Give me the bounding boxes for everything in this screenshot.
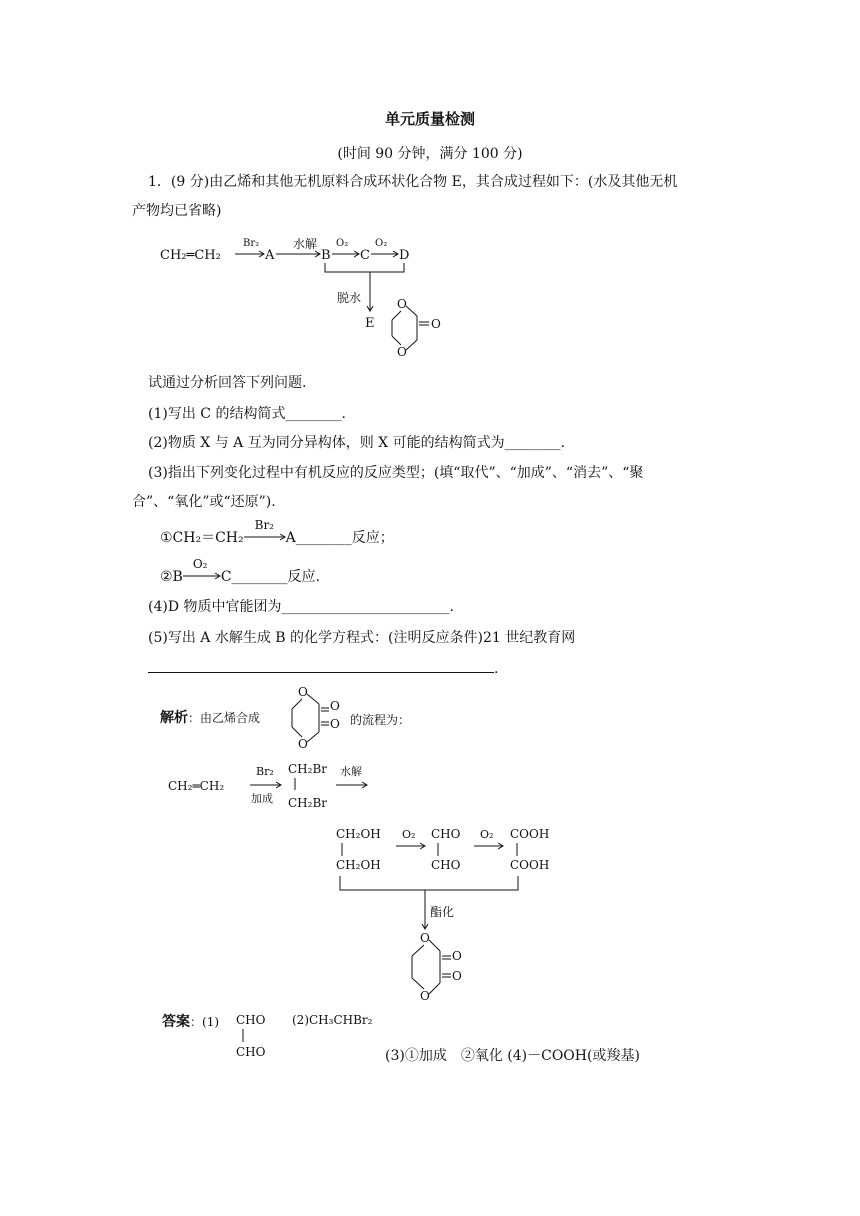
- svg-text:CH₂Br: CH₂Br: [288, 796, 328, 810]
- q1-part4: (4)D 物质中官能团为________________________.: [148, 599, 454, 615]
- scheme-A: A: [265, 248, 275, 263]
- svg-text:O: O: [452, 969, 462, 983]
- svg-text:CH₂═CH₂: CH₂═CH₂: [168, 779, 225, 793]
- scheme-C: C: [360, 248, 370, 263]
- analysis-text-before: ：由乙烯合成: [188, 711, 261, 725]
- svg-text:CH₂OH: CH₂OH: [336, 858, 381, 872]
- q1-prompt: 试通过分析回答下列问题.: [148, 375, 307, 391]
- answer-3-4: (3)①加成 ②氧化 (4)－COOH(或羧基): [385, 1048, 640, 1064]
- q1-part3a: [160, 518, 394, 548]
- svg-text:O: O: [298, 685, 308, 699]
- reaction-arrow-br2: [244, 518, 286, 542]
- scheme-D: D: [399, 248, 410, 263]
- svg-text:O: O: [330, 699, 340, 713]
- svg-text:O: O: [397, 297, 407, 311]
- svg-text:O: O: [298, 737, 308, 751]
- svg-text:CHO: CHO: [236, 1045, 266, 1059]
- q1-part5: (5)写出 A 水解生成 B 的化学方程式：(注明反应条件)21 世纪教育网: [148, 630, 576, 646]
- svg-text:O: O: [420, 931, 430, 945]
- svg-text:CH₂Br: CH₂Br: [288, 762, 328, 776]
- q1-part1: (1)写出 C 的结构简式________.: [148, 406, 346, 422]
- svg-text:COOH: COOH: [510, 858, 550, 872]
- scheme-o2-2: O₂: [375, 238, 388, 249]
- answer-blank-line: [148, 658, 494, 673]
- scheme-hydrolysis: 水解: [293, 237, 318, 251]
- scheme-dehydration: 脱水: [337, 291, 362, 305]
- scheme-br2: Br₂: [243, 238, 260, 249]
- svg-text:酯化: 酯化: [430, 905, 455, 919]
- q1-part2: (2)物质 X 与 A 互为同分异构体，则 X 可能的结构简式为________.: [148, 435, 566, 451]
- q1-part3a-right: A________反应；: [285, 530, 394, 546]
- svg-text:O: O: [431, 317, 441, 331]
- q1-part3-line2: 合”、“氧化”或“还原”).: [132, 494, 276, 510]
- answer-1-structure: [232, 1008, 282, 1060]
- scheme-E: E: [365, 316, 375, 331]
- synthesis-scheme: [155, 232, 455, 362]
- reagent-br2: Br₂: [254, 518, 274, 532]
- svg-text:COOH: COOH: [510, 827, 550, 841]
- q1-intro-line2: 产物均已省略): [132, 203, 222, 219]
- scheme-o2-1: O₂: [336, 238, 349, 249]
- scheme-B: B: [321, 248, 331, 263]
- answer-label: 答案: [162, 1014, 190, 1030]
- q1-part3-line1: (3)指出下列变化过程中有机反应的反应类型；(填“取代”、“加成”、“消去”、“聚: [148, 465, 644, 481]
- svg-text:CHO: CHO: [431, 858, 461, 872]
- svg-text:O: O: [397, 345, 407, 359]
- page-title: 单元质量检测: [384, 110, 475, 128]
- svg-text:加成: 加成: [251, 792, 273, 805]
- reagent-o2: O₂: [192, 557, 208, 571]
- q1-part5-end: .: [494, 661, 499, 677]
- answer-2: (2)CH₃CHBr₂: [292, 1013, 373, 1027]
- svg-text:O: O: [420, 989, 430, 1003]
- q1-part5-blank: [148, 658, 498, 679]
- scheme-ethylene: CH₂═CH₂: [160, 248, 221, 263]
- answer-intro: 答案：(1): [162, 1014, 220, 1030]
- svg-text:Br₂: Br₂: [256, 765, 274, 778]
- svg-text:O: O: [330, 717, 340, 731]
- cyclic-oxalate-structure: [392, 297, 441, 359]
- analysis-flow-row2: [330, 818, 570, 1018]
- q1-part3b-left: ②B: [160, 569, 183, 585]
- analysis-intro: [160, 708, 260, 728]
- svg-text:O: O: [452, 949, 462, 963]
- q1-part3b-right: C________反应.: [220, 569, 321, 585]
- analysis-ring-structure: [282, 682, 352, 752]
- analysis-label: 解析: [160, 710, 188, 726]
- analysis-text-after: 的流程为：: [350, 713, 411, 727]
- answer-1-num: (1): [202, 1015, 220, 1029]
- q1-part3b: [160, 557, 321, 587]
- subtitle: (时间 90 分钟，满分 100 分): [337, 146, 523, 162]
- analysis-flow-row1: [160, 756, 390, 816]
- svg-text:O₂: O₂: [480, 828, 494, 841]
- svg-text:CHO: CHO: [236, 1013, 266, 1027]
- svg-text:CH₂OH: CH₂OH: [336, 827, 381, 841]
- reaction-arrow-o2: [183, 557, 221, 581]
- q1-intro-line1: 1．(9 分)由乙烯和其他无机原料合成环状化合物 E，其合成过程如下：(水及其他无机: [148, 174, 678, 190]
- svg-text:O₂: O₂: [402, 828, 416, 841]
- svg-text:CHO: CHO: [431, 827, 461, 841]
- svg-text:水解: 水解: [340, 765, 362, 778]
- scheme-bracket: [325, 263, 404, 272]
- q1-part3a-left: ①CH₂＝CH₂: [160, 530, 244, 546]
